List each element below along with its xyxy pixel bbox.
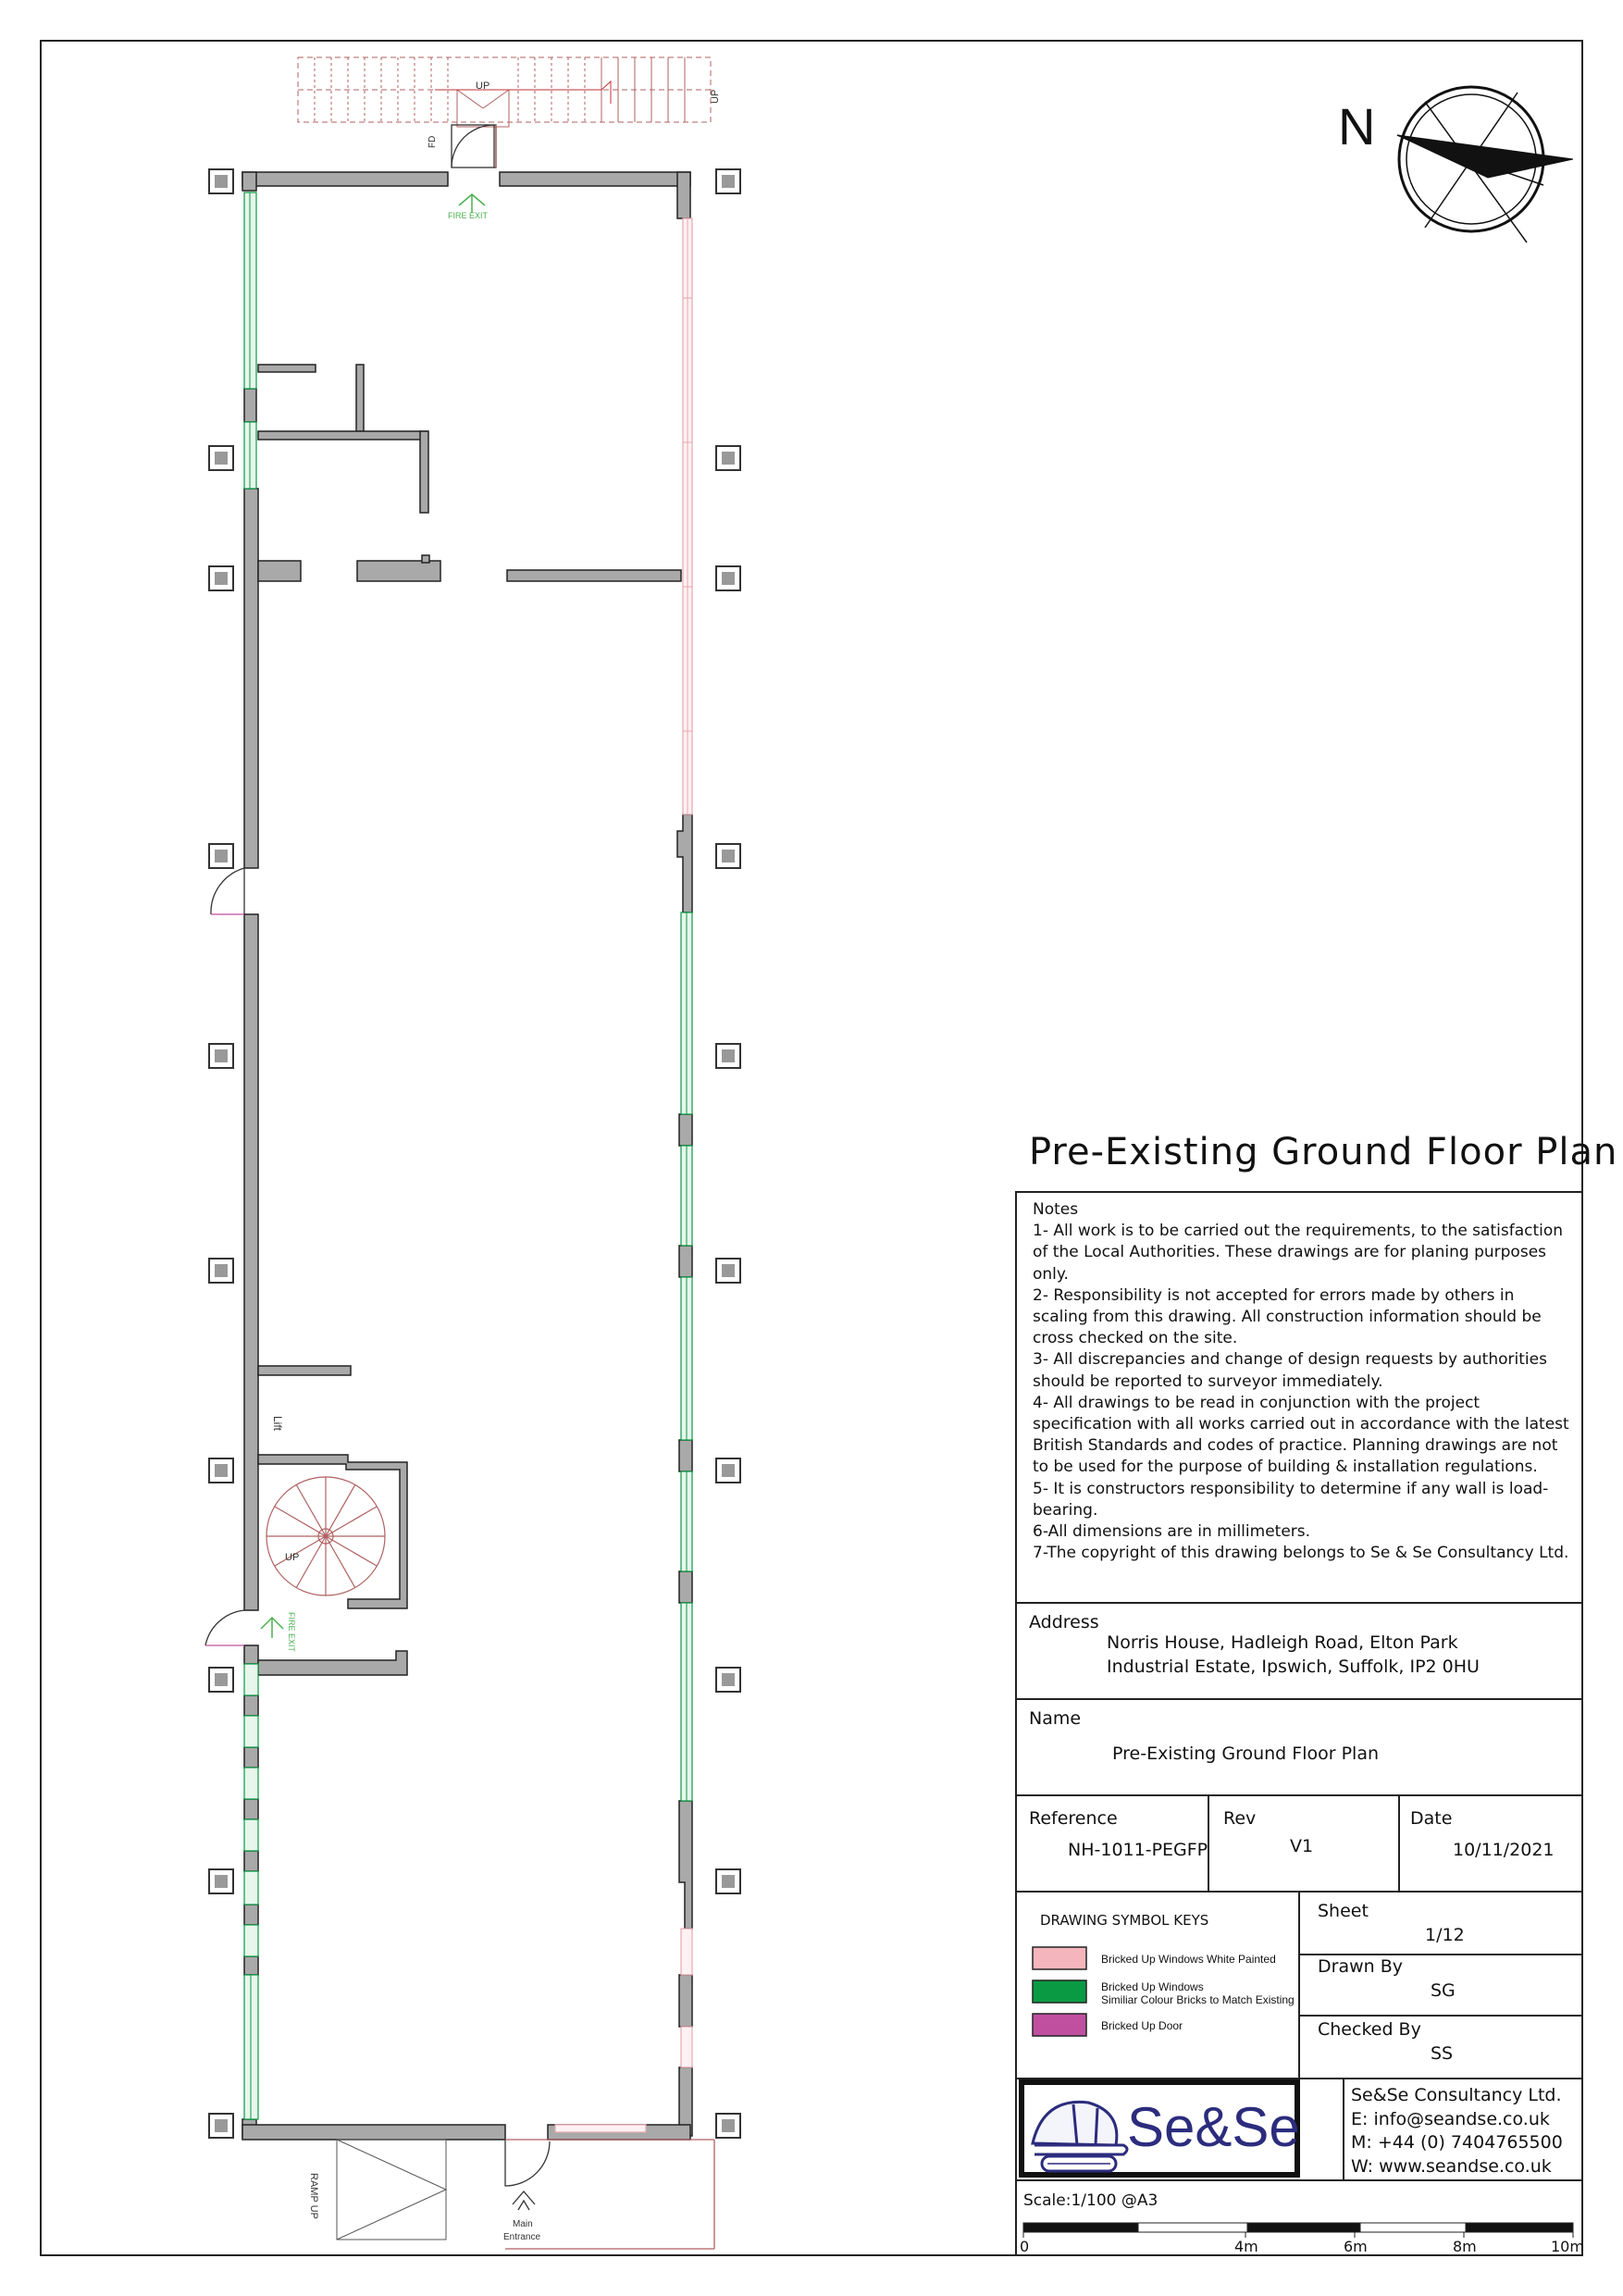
lift-label: Lift xyxy=(271,1416,284,1432)
key-label-green-1: Bricked Up Windows xyxy=(1101,1980,1204,1993)
stair-up-label-side: UP xyxy=(710,89,721,104)
note-item: 4- All drawings to be read in conjunction with the project specification with all works carried out in accordance with the latest British Standards and codes of practice. Planning drawings are not to be used for the purpose of building & installation regulations. xyxy=(1033,1393,1569,1477)
note-item: 6-All dimensions are in millimeters. xyxy=(1033,1522,1311,1542)
note-item: 3- All discrepancies and change of design requests by authorities should be reported to surveyor immediately. xyxy=(1033,1350,1547,1391)
note-item: 5- It is constructors responsibility to determine if any wall is load-bearing. xyxy=(1033,1479,1549,1520)
side-door-upper xyxy=(211,868,244,914)
rev-value: V1 xyxy=(1290,1836,1314,1856)
address-label: Address xyxy=(1029,1612,1099,1632)
fire-exit-label-bottom: FIRE EXIT xyxy=(287,1612,296,1653)
company-email: E: info@seandse.co.uk xyxy=(1351,2108,1550,2129)
fire-exit-label-top: FIRE EXIT xyxy=(448,211,489,220)
ramp xyxy=(337,2140,446,2240)
key-label-white-painted: Bricked Up Windows White Painted xyxy=(1101,1953,1276,1966)
key-swatch-green xyxy=(1033,1980,1086,2003)
column xyxy=(716,1869,740,1893)
scale-label: Scale:1/100 @A3 xyxy=(1023,2191,1158,2210)
rev-label: Rev xyxy=(1223,1808,1257,1829)
column xyxy=(716,844,740,868)
column xyxy=(716,1044,740,1068)
column xyxy=(716,169,740,193)
company-web: W: www.seandse.co.uk xyxy=(1351,2155,1552,2177)
walls xyxy=(242,172,692,2140)
windows-white-painted xyxy=(555,218,692,2132)
key-swatch-white-painted xyxy=(1033,1947,1086,1969)
spiral-staircase xyxy=(266,1477,385,1595)
column xyxy=(716,446,740,470)
spiral-up-label: UP xyxy=(285,1552,300,1563)
address-line-1: Norris House, Hadleigh Road, Elton Park xyxy=(1107,1632,1458,1653)
column xyxy=(209,566,233,590)
sheet-value: 1/12 xyxy=(1425,1925,1465,1945)
key-label-green-2: Similiar Colour Bricks to Match Existing xyxy=(1101,1993,1295,2006)
note-item: 1- All work is to be carried out the requirements, to the satisfaction of the Local Authorities. These drawings are for planing purposes only. xyxy=(1033,1222,1564,1284)
notes-heading: Notes xyxy=(1033,1200,1079,1219)
date-value: 10/11/2021 xyxy=(1453,1840,1555,1860)
checked-by-value: SS xyxy=(1431,2043,1454,2064)
column xyxy=(209,1869,233,1893)
column xyxy=(209,446,233,470)
name-label: Name xyxy=(1029,1708,1082,1729)
column xyxy=(209,169,233,193)
columns xyxy=(209,169,740,2138)
checked-by-label: Checked By xyxy=(1318,2019,1421,2040)
reference-value: NH-1011-PEGFP xyxy=(1068,1840,1208,1860)
windows-bricked-green xyxy=(244,192,692,2119)
key-label-door: Bricked Up Door xyxy=(1101,2019,1183,2032)
north-label: N xyxy=(1338,97,1376,155)
reference-label: Reference xyxy=(1029,1808,1118,1829)
top-door xyxy=(452,125,496,168)
door-mark: FD xyxy=(427,135,438,148)
column xyxy=(209,1668,233,1692)
scale-tick-4m: 4m xyxy=(1234,2238,1258,2255)
sheet-label: Sheet xyxy=(1318,1901,1369,1921)
drawn-by-value: SG xyxy=(1431,1980,1456,2001)
name-value: Pre-Existing Ground Floor Plan xyxy=(1112,1744,1380,1764)
column xyxy=(716,1259,740,1283)
column xyxy=(209,2114,233,2138)
page-title: Pre-Existing Ground Floor Plan xyxy=(1029,1131,1618,1173)
ramp-label: RAMP UP xyxy=(308,2173,319,2219)
external-staircase xyxy=(298,57,711,127)
main-entrance-label-1: Main xyxy=(513,2219,533,2229)
address-line-2: Industrial Estate, Ipswich, Suffolk, IP2 0HU xyxy=(1107,1657,1480,1677)
column xyxy=(209,844,233,868)
note-item: 2- Responsibility is not accepted for errors made by others in scaling from this drawing. All construction information should be cross checked on the site. xyxy=(1033,1285,1542,1348)
north-arrow-icon xyxy=(1397,87,1573,242)
fire-exit-sign-bottom xyxy=(261,1618,283,1638)
scale-tick-8m: 8m xyxy=(1453,2238,1477,2255)
side-door-lower xyxy=(205,1610,244,1645)
company-name: Se&Se Consultancy Ltd. xyxy=(1351,2085,1562,2105)
column xyxy=(209,1044,233,1068)
main-entrance-arrow xyxy=(513,2191,535,2210)
column xyxy=(716,2114,740,2138)
notes-block xyxy=(1033,1199,1569,1564)
column xyxy=(716,1458,740,1483)
key-swatch-door xyxy=(1033,2014,1086,2036)
column xyxy=(209,1259,233,1283)
company-phone: M: +44 (0) 7404765500 xyxy=(1351,2132,1563,2153)
symbol-keys-heading: DRAWING SYMBOL KEYS xyxy=(1040,1912,1209,1929)
company-details xyxy=(1351,2084,1563,2178)
logo-text: Se&Se xyxy=(1127,2096,1300,2158)
scale-tick-6m: 6m xyxy=(1344,2238,1368,2255)
date-label: Date xyxy=(1410,1808,1453,1829)
scale-tick-0: 0 xyxy=(1020,2238,1030,2255)
note-item: 7-The copyright of this drawing belongs to Se & Se Consultancy Ltd. xyxy=(1033,1544,1569,1563)
fire-exit-sign-top xyxy=(459,194,485,213)
stair-up-label-top: UP xyxy=(476,81,490,92)
scale-bar xyxy=(1023,2223,1573,2238)
main-entrance-label-2: Entrance xyxy=(503,2232,541,2242)
scale-tick-10m: 10m xyxy=(1551,2238,1584,2255)
column xyxy=(716,1668,740,1692)
drawn-by-label: Drawn By xyxy=(1318,1956,1403,1977)
column xyxy=(716,566,740,590)
column xyxy=(209,1458,233,1483)
